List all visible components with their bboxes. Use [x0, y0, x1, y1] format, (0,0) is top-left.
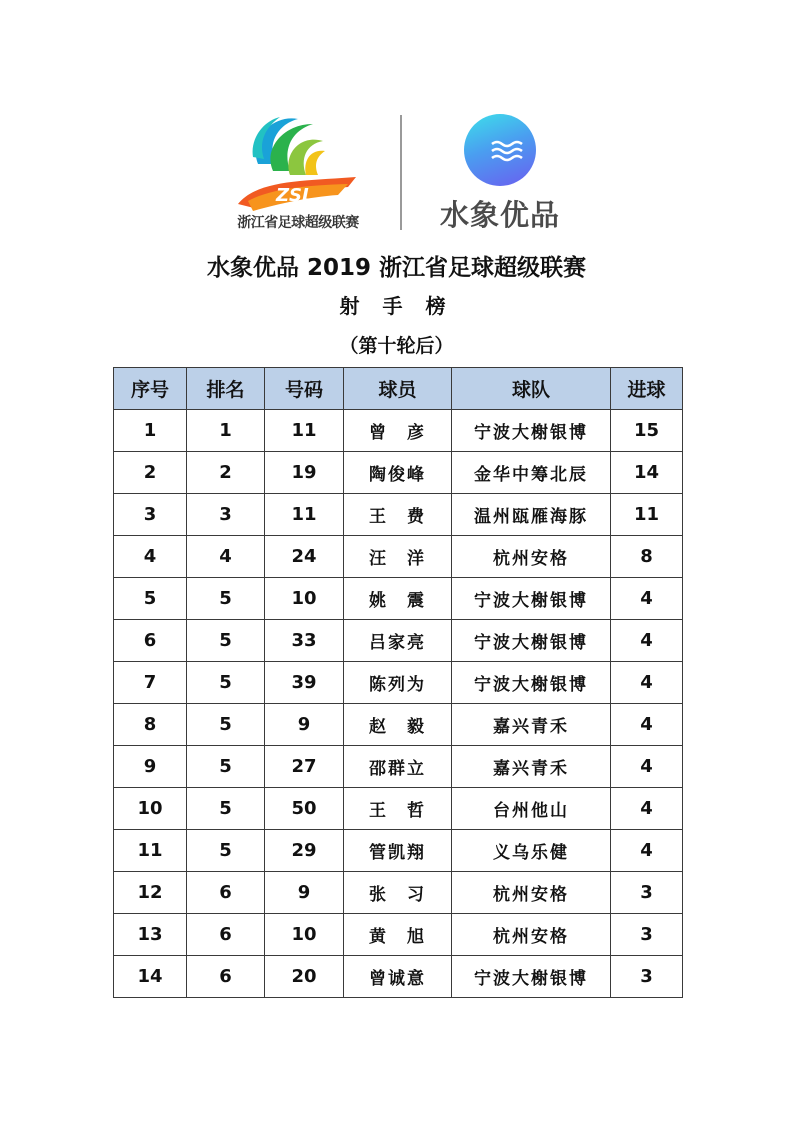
number-cell: 11 — [265, 494, 344, 536]
player-cell: 黄 旭 — [344, 914, 452, 956]
goals-cell: 15 — [611, 410, 683, 452]
rank-cell: 5 — [187, 704, 265, 746]
table-row — [114, 956, 683, 998]
shuixiang-caption: 水象优品 — [439, 198, 560, 232]
column-header-team: 球队 — [452, 368, 611, 410]
number-cell: 11 — [265, 410, 344, 452]
goals-cell: 4 — [611, 746, 683, 788]
player-cell: 陶俊峰 — [344, 452, 452, 494]
rank-cell: 5 — [187, 620, 265, 662]
goals-cell: 4 — [611, 620, 683, 662]
table-row — [114, 704, 683, 746]
goals-cell: 14 — [611, 452, 683, 494]
player-cell: 王 哲 — [344, 788, 452, 830]
table-row — [114, 536, 683, 578]
number-cell: 50 — [265, 788, 344, 830]
rank-cell: 5 — [187, 578, 265, 620]
sponsor-logos — [0, 105, 793, 235]
player-cell: 管凯翔 — [344, 830, 452, 872]
team-cell: 台州他山 — [452, 788, 611, 830]
team-cell: 嘉兴青禾 — [452, 704, 611, 746]
goals-cell: 4 — [611, 704, 683, 746]
player-cell: 曾 彦 — [344, 410, 452, 452]
number-cell: 9 — [265, 704, 344, 746]
rank-cell: 6 — [187, 956, 265, 998]
number-cell: 19 — [265, 452, 344, 494]
svg-text:ZSL: ZSL — [276, 185, 314, 206]
player-cell: 邵群立 — [344, 746, 452, 788]
team-cell: 义乌乐健 — [452, 830, 611, 872]
player-cell: 汪 洋 — [344, 536, 452, 578]
number-cell: 27 — [265, 746, 344, 788]
rank-cell: 6 — [187, 914, 265, 956]
rank-cell: 4 — [187, 536, 265, 578]
table-row — [114, 620, 683, 662]
seq-cell: 7 — [114, 662, 187, 704]
rank-cell: 6 — [187, 872, 265, 914]
team-cell: 宁波大榭银博 — [452, 662, 611, 704]
table-row — [114, 578, 683, 620]
rank-cell: 5 — [187, 662, 265, 704]
column-header-number: 号码 — [265, 368, 344, 410]
number-cell: 10 — [265, 914, 344, 956]
goals-cell: 3 — [611, 956, 683, 998]
seq-cell: 4 — [114, 536, 187, 578]
seq-cell: 14 — [114, 956, 187, 998]
seq-cell: 2 — [114, 452, 187, 494]
rank-cell: 3 — [187, 494, 265, 536]
number-cell: 24 — [265, 536, 344, 578]
round-note: （第十轮后） — [339, 335, 454, 357]
rank-cell: 5 — [187, 746, 265, 788]
table-row — [114, 410, 683, 452]
team-cell: 杭州安格 — [452, 536, 611, 578]
player-cell: 王 费 — [344, 494, 452, 536]
column-header-player: 球员 — [344, 368, 452, 410]
column-header-seq: 序号 — [114, 368, 187, 410]
seq-cell: 1 — [114, 410, 187, 452]
team-cell: 杭州安格 — [452, 872, 611, 914]
rank-cell: 5 — [187, 830, 265, 872]
column-header-rank: 排名 — [187, 368, 265, 410]
table-row — [114, 788, 683, 830]
team-cell: 杭州安格 — [452, 914, 611, 956]
goals-cell: 11 — [611, 494, 683, 536]
top-scorers-table — [113, 367, 683, 998]
player-cell: 曾诚意 — [344, 956, 452, 998]
table-row — [114, 746, 683, 788]
team-cell: 宁波大榭银博 — [452, 410, 611, 452]
table-row — [114, 914, 683, 956]
page-title: 水象优品 2019 浙江省足球超级联赛 — [206, 255, 587, 281]
goals-cell: 8 — [611, 536, 683, 578]
rank-cell: 1 — [187, 410, 265, 452]
team-cell: 宁波大榭银博 — [452, 578, 611, 620]
team-cell: 嘉兴青禾 — [452, 746, 611, 788]
seq-cell: 5 — [114, 578, 187, 620]
seq-cell: 9 — [114, 746, 187, 788]
player-cell: 赵 毅 — [344, 704, 452, 746]
team-cell: 宁波大榭银博 — [452, 620, 611, 662]
goals-cell: 4 — [611, 788, 683, 830]
player-cell: 姚 震 — [344, 578, 452, 620]
goals-cell: 4 — [611, 662, 683, 704]
table-row — [114, 662, 683, 704]
table-row — [114, 830, 683, 872]
zsl-caption: 浙江省足球超级联赛 — [237, 215, 359, 231]
goals-cell: 4 — [611, 830, 683, 872]
number-cell: 10 — [265, 578, 344, 620]
table-header-row — [114, 368, 683, 410]
seq-cell: 12 — [114, 872, 187, 914]
rank-cell: 5 — [187, 788, 265, 830]
zsl-league-logo — [228, 109, 368, 234]
table-row — [114, 452, 683, 494]
seq-cell: 3 — [114, 494, 187, 536]
team-cell: 金华中筹北辰 — [452, 452, 611, 494]
seq-cell: 8 — [114, 704, 187, 746]
team-cell: 宁波大榭银博 — [452, 956, 611, 998]
number-cell: 33 — [265, 620, 344, 662]
number-cell: 29 — [265, 830, 344, 872]
water-wave-icon — [464, 114, 536, 186]
page-subtitle: 射 手 榜 — [339, 294, 454, 318]
player-cell: 陈列为 — [344, 662, 452, 704]
rank-cell: 2 — [187, 452, 265, 494]
goals-cell: 3 — [611, 914, 683, 956]
goals-cell: 3 — [611, 872, 683, 914]
team-cell: 温州瓯雁海豚 — [452, 494, 611, 536]
number-cell: 39 — [265, 662, 344, 704]
table-row — [114, 872, 683, 914]
table-row — [114, 494, 683, 536]
seq-cell: 11 — [114, 830, 187, 872]
seq-cell: 6 — [114, 620, 187, 662]
column-header-goals: 进球 — [611, 368, 683, 410]
table-body — [114, 410, 683, 998]
player-cell: 张 习 — [344, 872, 452, 914]
seq-cell: 13 — [114, 914, 187, 956]
zsl-swirl-icon — [228, 109, 368, 214]
shuixiang-logo — [430, 109, 580, 234]
number-cell: 9 — [265, 872, 344, 914]
player-cell: 吕家亮 — [344, 620, 452, 662]
number-cell: 20 — [265, 956, 344, 998]
logo-divider — [400, 115, 402, 230]
goals-cell: 4 — [611, 578, 683, 620]
seq-cell: 10 — [114, 788, 187, 830]
